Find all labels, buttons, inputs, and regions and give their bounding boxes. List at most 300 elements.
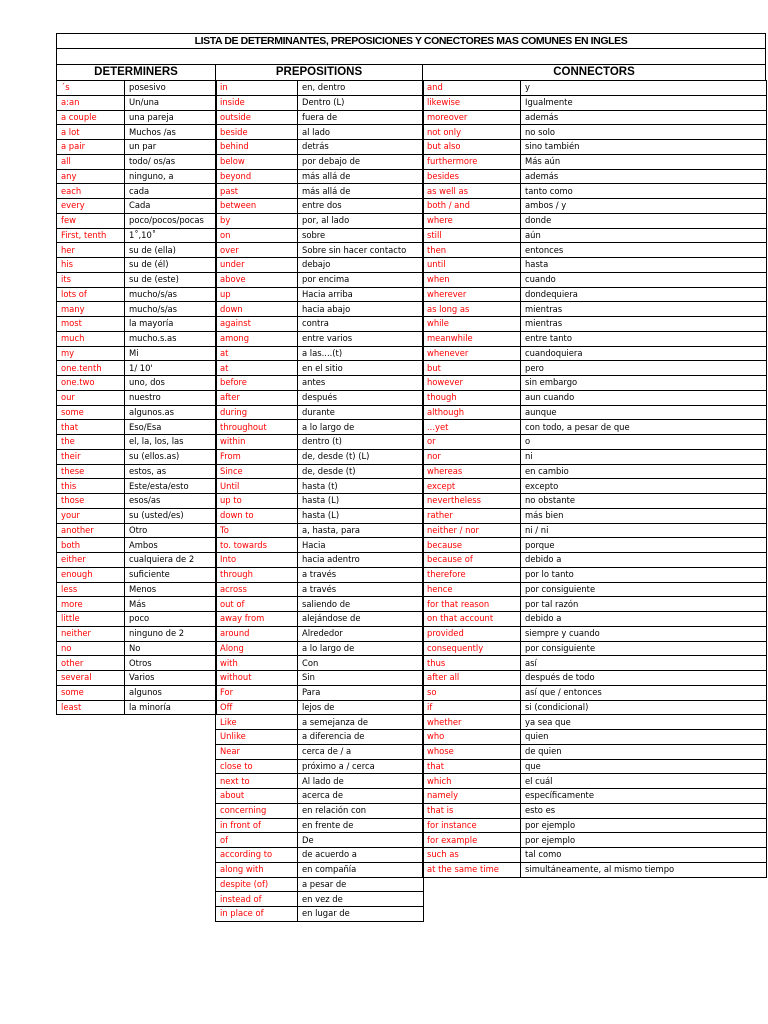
spanish-translation: No [125, 641, 217, 656]
spanish-translation: si (condicional) [521, 700, 767, 715]
english-term: and [423, 81, 521, 96]
english-term: either [57, 553, 125, 568]
spanish-translation: a diferencia de [298, 730, 424, 745]
spanish-translation: quien [521, 730, 767, 745]
english-term: some [57, 685, 125, 700]
determiners-row [57, 612, 217, 627]
prepositions-header: PREPOSITIONS [215, 64, 423, 81]
spanish-translation: por, al lado [298, 213, 424, 228]
english-term: a pair [57, 140, 125, 155]
spanish-translation: en vez de [298, 892, 424, 907]
spanish-translation: Otros [125, 656, 217, 671]
spanish-translation: saliendo de [298, 597, 424, 612]
english-term: when [423, 272, 521, 287]
spanish-translation: en el sitio [298, 361, 424, 376]
spanish-translation: donde [521, 213, 767, 228]
spanish-translation: por consiguiente [521, 641, 767, 656]
connectors-row [423, 331, 767, 346]
english-term: Unlike [216, 730, 298, 745]
connectors-row [423, 346, 767, 361]
english-term: beyond [216, 169, 298, 184]
spanish-translation: de acuerdo a [298, 848, 424, 863]
spanish-translation: Un/una [125, 95, 217, 110]
english-term: because [423, 538, 521, 553]
spanish-translation: esto es [521, 803, 767, 818]
spanish-translation: debido a [521, 612, 767, 627]
prepositions-row [216, 287, 424, 302]
spanish-translation: Dentro (L) [298, 95, 424, 110]
english-term: between [216, 199, 298, 214]
spanish-translation: sobre [298, 228, 424, 243]
connectors-row [423, 110, 767, 125]
prepositions-row [216, 420, 424, 435]
connectors-row [423, 700, 767, 715]
spanish-translation: dondequiera [521, 287, 767, 302]
english-term: First, tenth [57, 228, 125, 243]
english-term: hence [423, 582, 521, 597]
spanish-translation: Hacia [298, 538, 424, 553]
determiners-row [57, 258, 217, 273]
english-term: until [423, 258, 521, 273]
spanish-translation: su de (él) [125, 258, 217, 273]
english-term: but also [423, 140, 521, 155]
prepositions-row [216, 626, 424, 641]
spanish-translation: ni [521, 449, 767, 464]
spanish-translation: entre varios [298, 331, 424, 346]
english-term: past [216, 184, 298, 199]
english-term: before [216, 376, 298, 391]
english-term: furthermore [423, 154, 521, 169]
spanish-translation: simultáneamente, al mismo tiempo [521, 862, 767, 877]
prepositions-row [216, 553, 424, 568]
connectors-row [423, 523, 767, 538]
prepositions-row [216, 449, 424, 464]
prepositions-row [216, 361, 424, 376]
prepositions-row [216, 435, 424, 450]
english-term: so [423, 685, 521, 700]
prepositions-row [216, 730, 424, 745]
connectors-row [423, 243, 767, 258]
english-term: ...yet [423, 420, 521, 435]
english-term: that [57, 420, 125, 435]
spanish-translation: algunos.as [125, 405, 217, 420]
spanish-translation: o [521, 435, 767, 450]
connectors-row [423, 612, 767, 627]
spanish-translation: Menos [125, 582, 217, 597]
english-term: next to [216, 774, 298, 789]
connectors-row [423, 390, 767, 405]
prepositions-row [216, 715, 424, 730]
determiners-row [57, 523, 217, 538]
english-term: inside [216, 95, 298, 110]
english-term: at the same time [423, 862, 521, 877]
english-term: over [216, 243, 298, 258]
determiners-row [57, 553, 217, 568]
spanish-translation: Ambos [125, 538, 217, 553]
english-term: more [57, 597, 125, 612]
spanish-translation: estos, as [125, 464, 217, 479]
prepositions-row [216, 892, 424, 907]
determiners-row [57, 346, 217, 361]
english-term: but [423, 361, 521, 376]
english-term: throughout [216, 420, 298, 435]
english-term: your [57, 508, 125, 523]
english-term: likewise [423, 95, 521, 110]
english-term: below [216, 154, 298, 169]
connectors-row [423, 715, 767, 730]
spanish-translation: Al lado de [298, 774, 424, 789]
english-term: another [57, 523, 125, 538]
spanish-translation: acerca de [298, 789, 424, 804]
determiners-row [57, 464, 217, 479]
english-term: after [216, 390, 298, 405]
english-term: this [57, 479, 125, 494]
connectors-row [423, 258, 767, 273]
spanish-translation: posesivo [125, 81, 217, 96]
spanish-translation: De [298, 833, 424, 848]
spanish-translation: con todo, a pesar de que [521, 420, 767, 435]
connectors-row [423, 538, 767, 553]
english-term: though [423, 390, 521, 405]
english-term: besides [423, 169, 521, 184]
english-term: few [57, 213, 125, 228]
spanish-translation: ninguno de 2 [125, 626, 217, 641]
determiners-row [57, 479, 217, 494]
english-term: From [216, 449, 298, 464]
spanish-translation: esos/as [125, 494, 217, 509]
prepositions-row [216, 700, 424, 715]
english-term: up [216, 287, 298, 302]
english-term: neither / nor [423, 523, 521, 538]
connectors-row [423, 302, 767, 317]
english-term: that [423, 759, 521, 774]
determiners-row [57, 154, 217, 169]
english-term: whose [423, 744, 521, 759]
english-term: Along [216, 641, 298, 656]
english-term: for that reason [423, 597, 521, 612]
prepositions-row [216, 228, 424, 243]
determiners-row [57, 376, 217, 391]
english-term: as long as [423, 302, 521, 317]
english-term: their [57, 449, 125, 464]
english-term: through [216, 567, 298, 582]
spanish-translation: de, desde (t) (L) [298, 449, 424, 464]
connectors-row [423, 641, 767, 656]
spanish-translation: hacia adentro [298, 553, 424, 568]
connectors-row [423, 464, 767, 479]
spanish-translation: Muchos /as [125, 125, 217, 140]
english-term: of [216, 833, 298, 848]
english-term: the [57, 435, 125, 450]
spanish-translation: después de todo [521, 671, 767, 686]
prepositions-row [216, 494, 424, 509]
prepositions-row [216, 803, 424, 818]
english-term: any [57, 169, 125, 184]
connectors-row [423, 361, 767, 376]
spanish-translation: por ejemplo [521, 833, 767, 848]
spanish-translation: cerca de / a [298, 744, 424, 759]
spanish-translation: aun cuando [521, 390, 767, 405]
spanish-translation: entre dos [298, 199, 424, 214]
spanish-translation: hasta (L) [298, 494, 424, 509]
spanish-translation: antes [298, 376, 424, 391]
prepositions-row [216, 833, 424, 848]
prepositions-row [216, 390, 424, 405]
english-term: against [216, 317, 298, 332]
english-term: lots of [57, 287, 125, 302]
english-term: where [423, 213, 521, 228]
english-term: according to [216, 848, 298, 863]
spanish-translation: todo/ os/as [125, 154, 217, 169]
english-term: each [57, 184, 125, 199]
prepositions-row [216, 789, 424, 804]
english-term: then [423, 243, 521, 258]
determiners-row [57, 302, 217, 317]
spanish-translation: no solo [521, 125, 767, 140]
spanish-translation: por encima [298, 272, 424, 287]
document-title: LISTA DE DETERMINANTES, PREPOSICIONES Y CONECTORES MAS COMUNES EN INGLES [56, 33, 766, 49]
spanish-translation: no obstante [521, 494, 767, 509]
spanish-translation: Hacia arriba [298, 287, 424, 302]
english-term: To [216, 523, 298, 538]
determiners-row [57, 671, 217, 686]
english-term: behind [216, 140, 298, 155]
spanish-translation: por tal razón [521, 597, 767, 612]
determiners-row [57, 317, 217, 332]
determiners-row [57, 169, 217, 184]
prepositions-row [216, 317, 424, 332]
connectors-row [423, 199, 767, 214]
english-term: who [423, 730, 521, 745]
prepositions-row [216, 744, 424, 759]
connectors-row [423, 597, 767, 612]
spanish-translation: específicamente [521, 789, 767, 804]
prepositions-row [216, 140, 424, 155]
english-term: around [216, 626, 298, 641]
spanish-translation: Varios [125, 671, 217, 686]
english-term: on that account [423, 612, 521, 627]
spanish-translation: de, desde (t) [298, 464, 424, 479]
english-term: neither [57, 626, 125, 641]
spanish-translation: hasta [521, 258, 767, 273]
determiners-row [57, 361, 217, 376]
spanish-translation: cualquiera de 2 [125, 553, 217, 568]
spanish-translation: en cambio [521, 464, 767, 479]
prepositions-row [216, 597, 424, 612]
spanish-translation: además [521, 110, 767, 125]
spanish-translation: aún [521, 228, 767, 243]
spanish-translation: y [521, 81, 767, 96]
english-term: whenever [423, 346, 521, 361]
english-term: such as [423, 848, 521, 863]
spanish-translation: entonces [521, 243, 767, 258]
spanish-translation: el cuál [521, 774, 767, 789]
english-term: several [57, 671, 125, 686]
connectors-row [423, 833, 767, 848]
english-term: by [216, 213, 298, 228]
connectors-row [423, 479, 767, 494]
english-term: one.tenth [57, 361, 125, 376]
prepositions-row [216, 877, 424, 892]
spanish-translation: al lado [298, 125, 424, 140]
spanish-translation: a pesar de [298, 877, 424, 892]
spanish-translation: una pareja [125, 110, 217, 125]
connectors-row [423, 626, 767, 641]
spanish-translation: Igualmente [521, 95, 767, 110]
spanish-translation: Eso/Esa [125, 420, 217, 435]
spanish-translation: ninguno, a [125, 169, 217, 184]
prepositions-row [216, 774, 424, 789]
english-term: if [423, 700, 521, 715]
determiners-row [57, 449, 217, 464]
english-term: these [57, 464, 125, 479]
english-term: or [423, 435, 521, 450]
spanish-translation: un par [125, 140, 217, 155]
english-term: Since [216, 464, 298, 479]
english-term: For [216, 685, 298, 700]
spanish-translation: su de (ella) [125, 243, 217, 258]
spanish-translation: sin embargo [521, 376, 767, 391]
connectors-row [423, 125, 767, 140]
english-term: its [57, 272, 125, 287]
spanish-translation: Cada [125, 199, 217, 214]
connectors-row [423, 81, 767, 96]
determiners-row [57, 700, 217, 715]
determiners-row [57, 243, 217, 258]
english-term: whether [423, 715, 521, 730]
english-term: during [216, 405, 298, 420]
determiners-row [57, 567, 217, 582]
english-term: among [216, 331, 298, 346]
english-term: a lot [57, 125, 125, 140]
spanish-translation: aunque [521, 405, 767, 420]
english-term: both [57, 538, 125, 553]
spanish-translation: 1˚,10˚ [125, 228, 217, 243]
prepositions-row [216, 258, 424, 273]
prepositions-row [216, 508, 424, 523]
english-term: in place of [216, 907, 298, 922]
spanish-translation: Para [298, 685, 424, 700]
determiners-row [57, 641, 217, 656]
spanish-translation: 1/ 10' [125, 361, 217, 376]
spanish-translation: poco [125, 612, 217, 627]
english-term: other [57, 656, 125, 671]
determiners-row [57, 95, 217, 110]
prepositions-row [216, 199, 424, 214]
spanish-translation: a través [298, 567, 424, 582]
spanish-translation: pero [521, 361, 767, 376]
spanish-translation: porque [521, 538, 767, 553]
connectors-table [422, 80, 767, 878]
connectors-row [423, 213, 767, 228]
prepositions-row [216, 125, 424, 140]
connectors-row [423, 154, 767, 169]
determiners-row [57, 199, 217, 214]
determiners-row [57, 685, 217, 700]
english-term: our [57, 390, 125, 405]
english-term: while [423, 317, 521, 332]
english-term: for instance [423, 818, 521, 833]
english-term: his [57, 258, 125, 273]
spanish-translation: debido a [521, 553, 767, 568]
spanish-translation: su (ellos.as) [125, 449, 217, 464]
prepositions-row [216, 81, 424, 96]
prepositions-row [216, 272, 424, 287]
spanish-translation: así que / entonces [521, 685, 767, 700]
english-term: all [57, 154, 125, 169]
determiners-row [57, 538, 217, 553]
connectors-row [423, 671, 767, 686]
spanish-translation: lejos de [298, 700, 424, 715]
connectors-row [423, 494, 767, 509]
spanish-translation: alejándose de [298, 612, 424, 627]
english-term: provided [423, 626, 521, 641]
determiners-row [57, 331, 217, 346]
connectors-header: CONNECTORS [422, 64, 766, 81]
spanish-translation: además [521, 169, 767, 184]
spanish-translation: mientras [521, 302, 767, 317]
spanish-translation: más bien [521, 508, 767, 523]
spanish-translation: su de (este) [125, 272, 217, 287]
connectors-row [423, 272, 767, 287]
spanish-translation: a las....(t) [298, 346, 424, 361]
determiners-row [57, 110, 217, 125]
prepositions-row [216, 464, 424, 479]
connectors-row [423, 184, 767, 199]
english-term: although [423, 405, 521, 420]
spanish-translation: a través [298, 582, 424, 597]
english-term: away from [216, 612, 298, 627]
determiners-row [57, 582, 217, 597]
english-term: except [423, 479, 521, 494]
spanish-translation: por lo tanto [521, 567, 767, 582]
spanish-translation: que [521, 759, 767, 774]
english-term: for example [423, 833, 521, 848]
determiners-header: DETERMINERS [56, 64, 216, 81]
determiners-row [57, 140, 217, 155]
english-term: up to [216, 494, 298, 509]
spanish-translation: debajo [298, 258, 424, 273]
connectors-row [423, 803, 767, 818]
spanish-translation: poco/pocos/pocas [125, 213, 217, 228]
spanish-translation: Mi [125, 346, 217, 361]
english-term: beside [216, 125, 298, 140]
connectors-row [423, 376, 767, 391]
spanish-translation: nuestro [125, 390, 217, 405]
prepositions-row [216, 154, 424, 169]
prepositions-row [216, 656, 424, 671]
prepositions-row [216, 862, 424, 877]
english-term: her [57, 243, 125, 258]
prepositions-row [216, 523, 424, 538]
connectors-row [423, 744, 767, 759]
determiners-table [56, 80, 217, 715]
spanish-translation: ya sea que [521, 715, 767, 730]
prepositions-row [216, 479, 424, 494]
spanish-translation: Más [125, 597, 217, 612]
english-term: that is [423, 803, 521, 818]
connectors-row [423, 140, 767, 155]
spanish-translation: así [521, 656, 767, 671]
english-term: less [57, 582, 125, 597]
spanish-translation: hacia abajo [298, 302, 424, 317]
english-term: nevertheless [423, 494, 521, 509]
spanish-translation: cuando [521, 272, 767, 287]
determiners-row [57, 287, 217, 302]
prepositions-row [216, 95, 424, 110]
spanish-translation: a, hasta, para [298, 523, 424, 538]
spanish-translation: en relación con [298, 803, 424, 818]
